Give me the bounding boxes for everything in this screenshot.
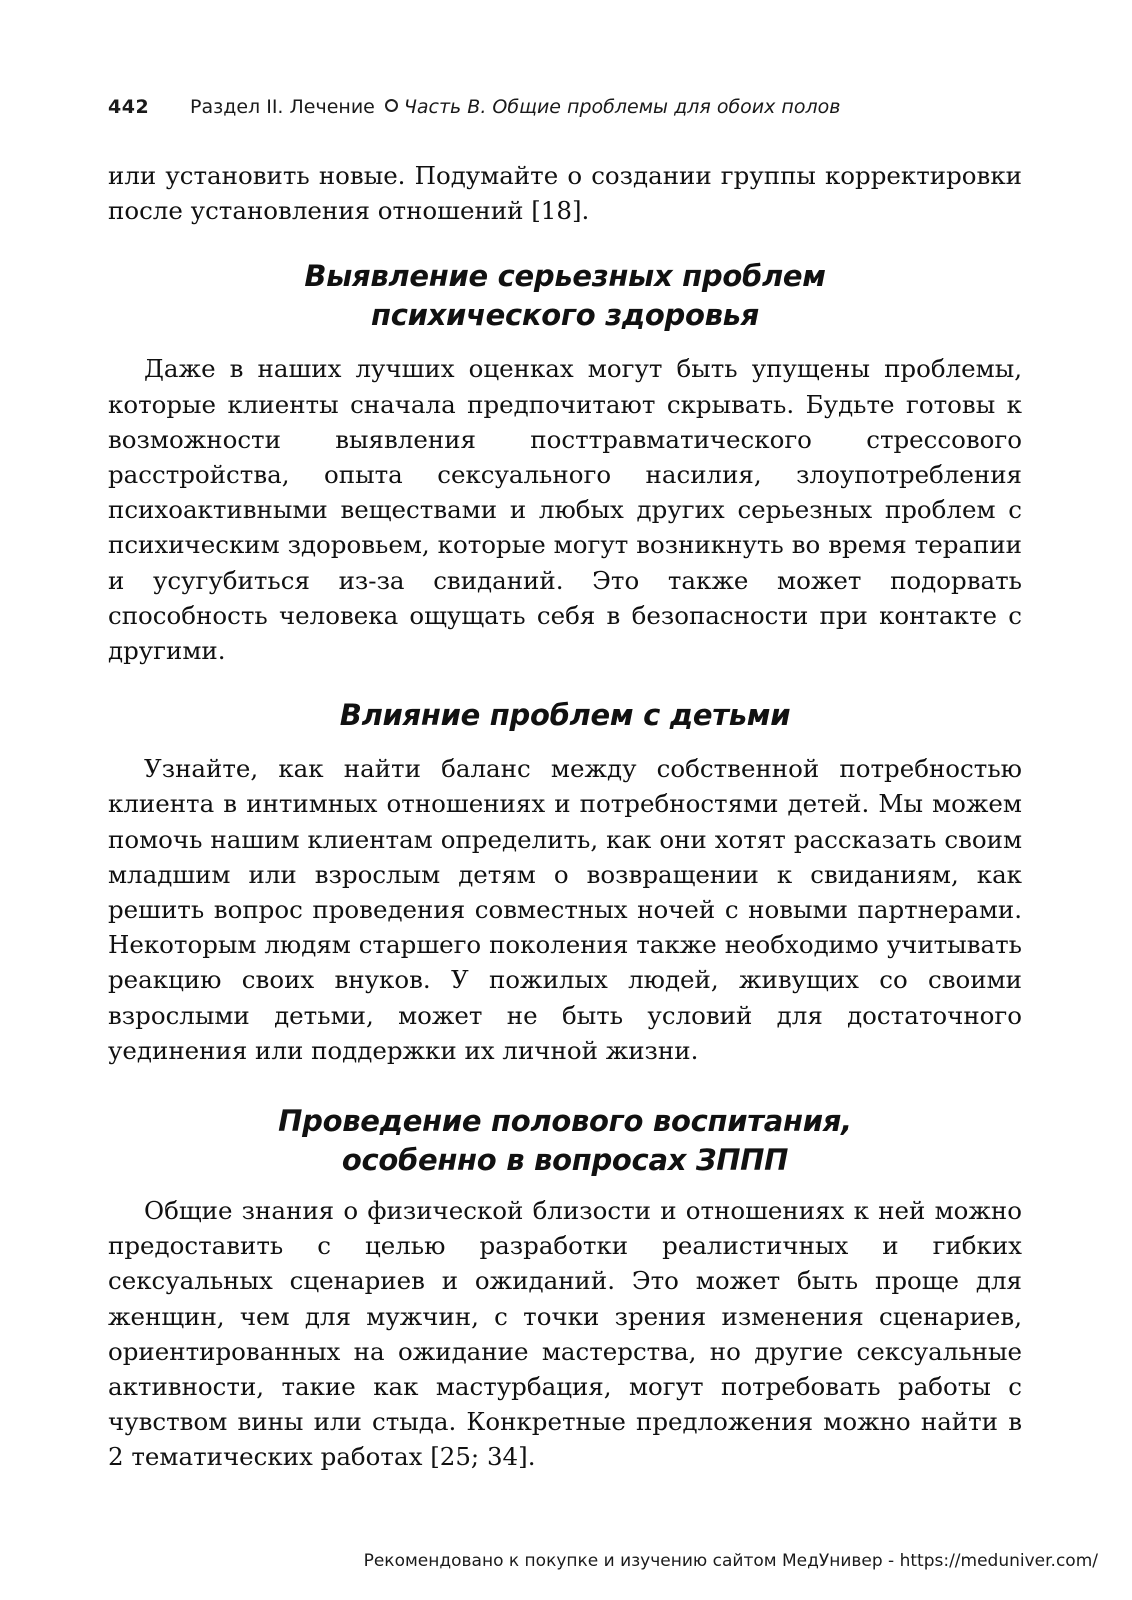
intro-paragraph: или установить новые. Подумайте о создании группы корректировки после установления отношений [18].	[108, 161, 1022, 226]
section-heading-sex-education	[108, 1102, 1022, 1180]
part-label: Часть B. Общие проблемы для обоих полов	[403, 96, 841, 118]
section-label: Раздел II. Лечение	[190, 96, 375, 118]
heading-line: особенно в вопросах ЗППП	[341, 1143, 789, 1178]
heading-line: Влияние проблем с детьми	[339, 698, 791, 733]
section-heading-mental-health	[108, 257, 1022, 335]
running-header	[108, 96, 1022, 136]
page-number: 442	[108, 96, 150, 118]
section-body-sex-education: Общие знания о физической близости и отношениях к ней можно предоставить с целью разработки реалистичных и гибких сексуальных сценариев и ожиданий. Это может быть проще для женщин, чем для мужчин, с точки зрения изменения сценариев, ориентированных на ожидание мастерства, но другие сексуальные активности, такие как мастурбация, могут потребовать работы с чувством вины или стыда. Конкретные предложения можно найти в 2 тематических работах [25; 34].	[108, 1196, 1022, 1472]
section-body-mental-health: Даже в наших лучших оценках могут быть упущены проблемы, которые клиенты сначала предпочитают скрывать. Будьте готовы к возможности выявления посттравматического стрессового расстройства, опыта сексуального насилия, злоупотребления психоактивными веществами и любых других серьезных проблем с психическим здоровьем, которые могут возникнуть во время терапии и усугубиться из-за свиданий. Это также может подорвать способность человека ощущать себя в безопасности при контакте с другими.	[108, 354, 1022, 666]
section-body-children: Узнайте, как найти баланс между собственной потребностью клиента в интимных отношениях и потребностями детей. Мы можем помочь нашим клиентам определить, как они хотят рассказать своим младшим или взрослым детям о возвращении к свиданиям, как решить вопрос проведения совместных ночей с новыми партнерами. Некоторым людям старшего поколения также необходимо учитывать реакцию своих внуков. У пожилых людей, живущих со своими взрослыми детьми, может не быть условий для достаточного уединения или поддержки их личной жизни.	[108, 754, 1022, 1065]
book-page	[108, 96, 1022, 1475]
site-watermark: Рекомендовано к покупке и изучению сайтом МедУнивер - https://meduniver.com/	[363, 1551, 1098, 1571]
heading-line: Проведение полового воспитания,	[278, 1104, 852, 1139]
heading-line: Выявление серьезных проблем	[304, 259, 826, 294]
section-heading-children	[108, 696, 1022, 735]
bullet-separator-icon	[385, 99, 398, 112]
heading-line: психического здоровья	[370, 298, 759, 333]
